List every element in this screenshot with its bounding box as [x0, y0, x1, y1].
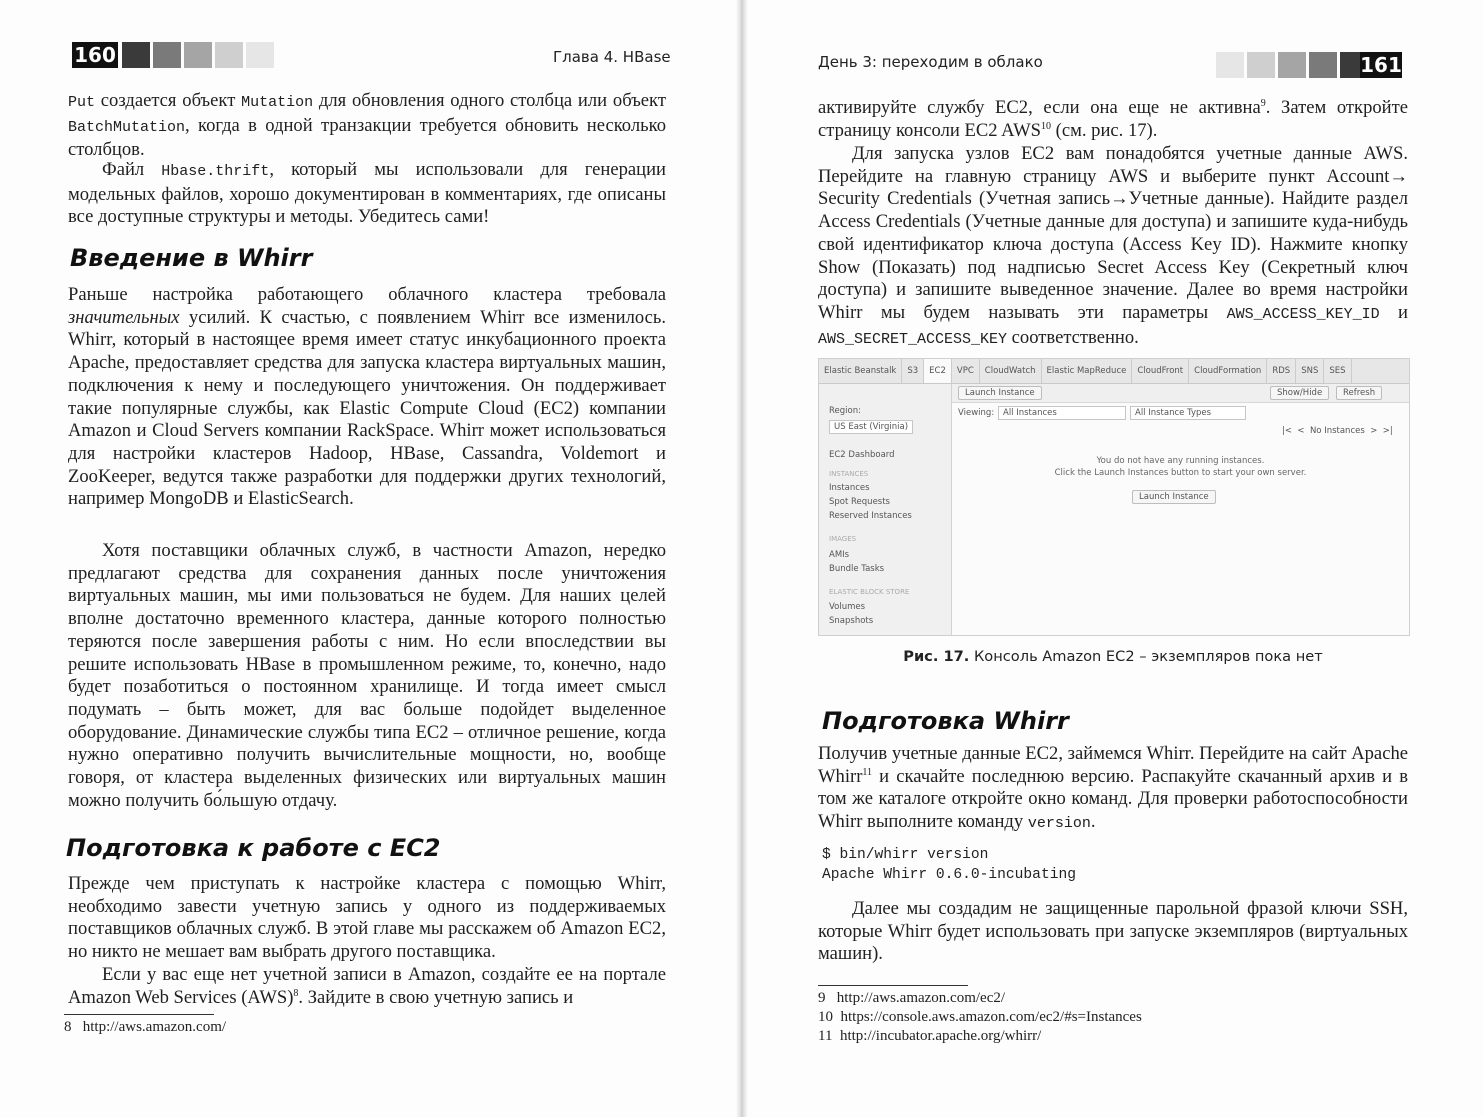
footnote-ref-10: 10	[1040, 120, 1051, 132]
code-block	[822, 846, 1076, 885]
code-line-1: $ bin/whirr version	[822, 847, 989, 863]
region-select[interactable]: US East (Virginia)	[829, 420, 913, 434]
viewing-select[interactable]: All Instances	[998, 406, 1126, 420]
footnote-ref-8: 8	[293, 987, 299, 999]
heading-ec2-setup: Подготовка к работе с EC2	[66, 834, 441, 862]
right-para-3: Получив учетные данные EC2, займемся Whirr. Перейдите на сайт Apache Whirr$^{11}$ и скачайте последнюю версию. Распакуйте скачанный архив и в том же каталоге откройте окно команд. Для проверки работоспособности Whirr выполните команду version.	[818, 743, 1408, 833]
footnote-8: 8 http://aws.amazon.com/	[64, 1019, 227, 1035]
left-para-4: Хотя поставщики облачных служб, в частности Amazon, нередко предлагают средства для сохранения данных после уничтожения виртуальных машин, мы ими пользоваться не будем. Для наших целей вполне достаточно временного кластера, данные которого полностью теряются после завершения работы с ним. Но если впоследствии вы решите использовать HBase в промышленном режиме, то, конечно, надо будет позаботиться о постоянном хранилище. И тогда имеет смысл подумать – быть может, для вас больше подойдет выделенное оборудование. Динамические службы типа EC2 – отличное решение, когда нужно оперативно получить вычислительные мощности, но, вообще говоря, от кластера выделенных физических или виртуальных машин можно получить бо́льшую отдачу.	[68, 540, 666, 811]
footnote-11: 11 http://incubator.apache.org/whirr/	[818, 1028, 1042, 1044]
tab-cloudwatch[interactable]: CloudWatch	[980, 359, 1042, 383]
footnote-9: 9 http://aws.amazon.com/ec2/	[818, 990, 1006, 1006]
code-mutation: Mutation	[241, 94, 314, 111]
left-decorative-strip	[122, 42, 274, 68]
tab-s3[interactable]: S3	[902, 359, 924, 383]
right-footnote-rule	[818, 985, 968, 986]
heading-whirr-prep: Подготовка Whirr	[822, 707, 1069, 735]
left-para-5: Прежде чем приступать к настройке кластера с помощью Whirr, необходимо завести учетную запись у одного из поддерживаемых поставщиков облачных служб. В этой главе мы расскажем об Amazon EC2, но никто не мешает вам выбрать другого поставщика.	[68, 873, 666, 963]
service-tabs	[819, 359, 1409, 384]
tab-ec2[interactable]: EC2	[924, 359, 952, 383]
right-para-4: Далее мы создадим не защищенные парольной фразой ключи SSH, которые Whirr будет использовать при запуске экземпляров (виртуальных машин).	[818, 898, 1408, 965]
code-batchmutation: BatchMutation	[68, 118, 186, 136]
footnote-10-link[interactable]: https://console.aws.amazon.com/ec2/#s=Instances	[840, 1009, 1142, 1025]
heading-whirr-intro: Введение в Whirr	[70, 244, 313, 272]
viewing-label: Viewing:	[958, 408, 995, 418]
nav-snapshots[interactable]: Snapshots	[829, 616, 874, 626]
nav-group-images: IMAGES	[829, 535, 857, 543]
right-page-number: 161	[1360, 53, 1402, 77]
ec2-console-screenshot	[818, 358, 1410, 636]
footnote-ref-11: 11	[862, 766, 873, 778]
footnote-9-link[interactable]: http://aws.amazon.com/ec2/	[836, 990, 1006, 1006]
tab-sns[interactable]: SNS	[1296, 359, 1324, 383]
nav-reserved-instances[interactable]: Reserved Instances	[829, 511, 912, 521]
left-footnote-rule	[64, 1014, 214, 1015]
tab-rds[interactable]: RDS	[1267, 359, 1296, 383]
ec2-main-panel	[952, 384, 1409, 635]
nav-amis[interactable]: AMIs	[829, 550, 850, 560]
tab-cloudfront[interactable]: CloudFront	[1132, 359, 1189, 383]
code-version: version	[1027, 815, 1091, 833]
launch-instance-toolbar-button[interactable]: Launch Instance	[958, 386, 1042, 400]
left-footnotes	[64, 1018, 664, 1037]
left-running-head: Глава 4. HBase	[553, 48, 671, 66]
figure-caption: Рис. 17. Консоль Amazon EC2 – экземпляров пока нет	[903, 648, 1323, 665]
region-label: Region:	[829, 406, 861, 416]
left-para-3: Раньше настройка работающего облачного кластера требовала значительных усилий. К счастью, с появлением Whirr все изменилось. Whirr, который в настоящее время имеет статус инкубационного проекта Apache, предоставляет средства для запуска кластера виртуальных машин, подключения к нему и последующего уничтожения. Он поддерживает такие популярные службы, как Elastic Compute Cloud (EC2) компании Amazon и Cloud Servers компании RackSpace. Whirr может использоваться для настройки кластеров Hadoop, HBase, Cassandra, Voldemort и ZooKeeper, ведутся также разработки для поддержки других технологий, например MongoDB и ElasticSearch.	[68, 284, 666, 510]
right-footnotes	[818, 989, 1408, 1046]
ec2-toolbar	[952, 384, 1409, 403]
footnote-10: 10 https://console.aws.amazon.com/ec2/#s=Instances	[818, 1009, 1142, 1025]
pager-first-icon[interactable]: |<	[1282, 426, 1292, 436]
code-aws-access-key-id: AWS_ACCESS_KEY_ID	[1226, 305, 1380, 323]
code-aws-secret-access-key: AWS_SECRET_ACCESS_KEY	[818, 330, 1008, 348]
refresh-button[interactable]: Refresh	[1336, 386, 1382, 400]
nav-group-ebs: ELASTIC BLOCK STORE	[829, 588, 910, 596]
pager-last-icon[interactable]: >|	[1382, 426, 1393, 436]
show-hide-button[interactable]: Show/Hide	[1270, 386, 1329, 400]
ec2-navigation	[819, 384, 952, 635]
right-running-head: День 3: переходим в облако	[818, 53, 1043, 71]
empty-message-line-2: Click the Launch Instances button to start your own server.	[1054, 468, 1307, 478]
tab-cloudformation[interactable]: CloudFormation	[1189, 359, 1267, 383]
launch-instances-button[interactable]: Launch Instance	[1132, 490, 1216, 504]
nav-instances[interactable]: Instances	[829, 483, 870, 493]
left-para-1: Put создается объект Mutation для обновления одного столбца или объект BatchMutation, когда в одной транзакции требуется обновить несколько столбцов.	[68, 90, 666, 161]
code-line-2: Apache Whirr 0.6.0-incubating	[822, 866, 1076, 883]
pager-prev-icon[interactable]: <	[1297, 426, 1305, 436]
book-spine	[736, 0, 748, 1117]
tab-ses[interactable]: SES	[1324, 359, 1351, 383]
nav-bundle-tasks[interactable]: Bundle Tasks	[829, 564, 885, 574]
pager-text: No Instances	[1309, 426, 1365, 436]
footnote-11-link[interactable]: http://incubator.apache.org/whirr/	[839, 1028, 1042, 1044]
empty-message-line-1: You do not have any running instances.	[1096, 456, 1265, 466]
nav-spot-requests[interactable]: Spot Requests	[829, 497, 890, 507]
footnote-8-link[interactable]: http://aws.amazon.com/	[82, 1019, 227, 1035]
pager-next-icon[interactable]: >	[1370, 426, 1378, 436]
right-para-2: Для запуска узлов EC2 вам понадобятся учетные данные AWS. Перейдите на главную страницу AWS и выберите пункт Account→ Security Credentials (Учетная запись→Учетные данные). Найдите раздел Access Credentials (Учетные данные для доступа) и запишите куда-нибудь свой идентификатор ключа доступа (Access Key ID). Нажмите кнопку Show (Показать) под надписью Secret Access Key (Секретный ключ доступа) и запишите выведенное значение. Далее во время настройки Whirr мы будем называть эти параметры AWS_ACCESS_KEY_ID и AWS_SECRET_ACCESS_KEY соответственно.	[818, 143, 1408, 348]
tab-elastic-beanstalk[interactable]: Elastic Beanstalk	[819, 359, 902, 383]
figure-caption-label: Рис. 17.	[903, 648, 970, 665]
pager	[1282, 426, 1393, 436]
left-page-number: 160	[72, 42, 118, 68]
code-put: Put	[68, 94, 96, 111]
footnote-ref-9: 9	[1260, 97, 1266, 109]
left-para-6: Если у вас еще нет учетной записи в Amazon, создайте ее на портале Amazon Web Services (AWS)$^8$. Зайдите в свою учетную запись и	[68, 964, 666, 1008]
right-decorative-strip	[1216, 52, 1368, 78]
nav-ec2-dashboard[interactable]: EC2 Dashboard	[829, 450, 895, 460]
tab-vpc[interactable]: VPC	[952, 359, 980, 383]
tab-elastic-mapreduce[interactable]: Elastic MapReduce	[1042, 359, 1133, 383]
code-hbase-thrift: Hbase.thrift	[161, 163, 270, 180]
nav-group-instances: INSTANCES	[829, 470, 869, 478]
nav-volumes[interactable]: Volumes	[829, 602, 866, 612]
left-para-2: Файл Hbase.thrift, который мы использовали для генерации модельных файлов, хорошо документирован в комментариях, где описаны все доступные структуры и методы. Убедитесь сами!	[68, 159, 666, 228]
instance-type-select[interactable]: All Instance Types	[1130, 406, 1246, 420]
right-para-1: активируйте службу EC2, если она еще не активна$^9$. Затем откройте страницу консоли EC2 AWS$^{10}$ (см. рис. 17).	[818, 97, 1408, 141]
